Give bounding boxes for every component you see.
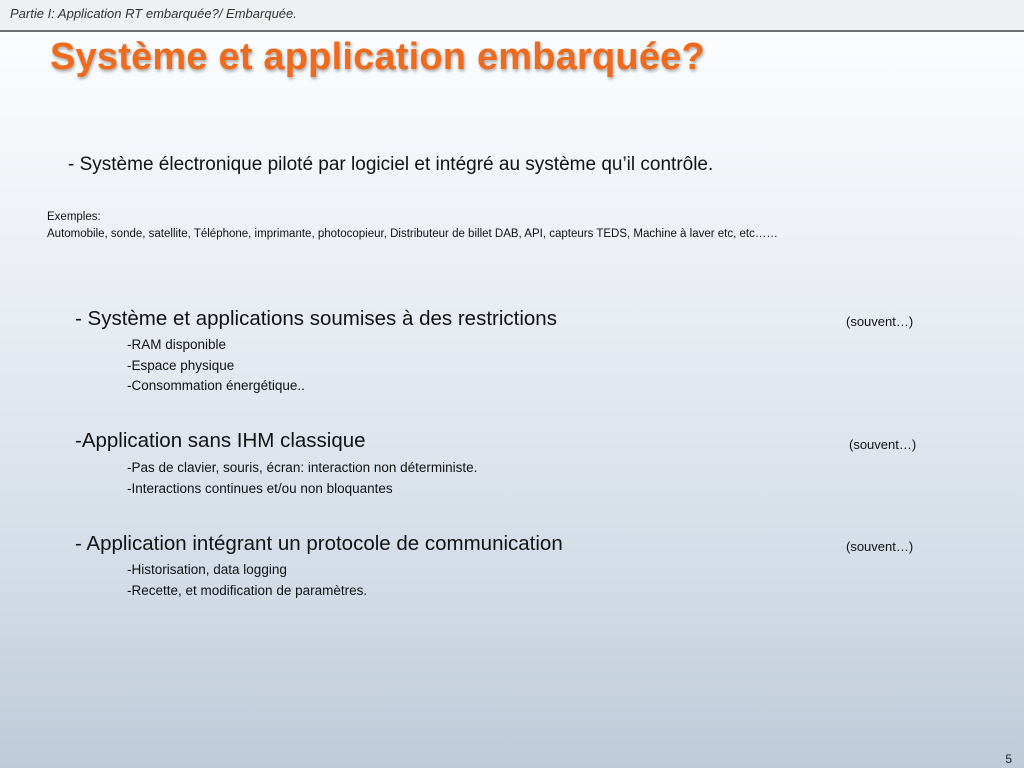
list-item: -Consommation énergétique.. [127, 378, 305, 393]
definition-text: - Système électronique piloté par logiciel et intégré au système qu’il contrôle. [68, 154, 714, 175]
header-divider [0, 30, 1024, 32]
section-items [127, 458, 477, 499]
section-note: (souvent…) [846, 539, 914, 554]
section-note: (souvent…) [846, 314, 914, 329]
slide-title: Système et application embarquée? [50, 36, 705, 78]
list-item: -Historisation, data logging [127, 562, 287, 577]
section-title: - Système et applications soumises à des restrictions [75, 307, 557, 330]
section-title: -Application sans IHM classique [75, 429, 366, 452]
section-note: (souvent…) [849, 437, 917, 452]
list-item: -Espace physique [127, 357, 235, 373]
list-item: -Pas de clavier, souris, écran: interaction non déterministe. [127, 460, 478, 475]
breadcrumb: Partie I: Application RT embarquée?/ Embarquée. [10, 6, 297, 21]
list-item: -RAM disponible [127, 337, 227, 352]
examples-label: Exemples: [47, 211, 101, 223]
page-number: 5 [1005, 752, 1012, 766]
examples-text: Automobile, sonde, satellite, Téléphone, imprimante, photocopieur, Distributeur de billet DAB, API, capteurs TEDS, Machine à laver etc, etc…… [47, 228, 778, 240]
list-item: -Recette, et modification de paramètres. [127, 582, 368, 598]
examples-block [47, 209, 778, 243]
section-items [127, 335, 305, 397]
list-item: -Interactions continues et/ou non bloquantes [127, 480, 393, 496]
section-items [127, 560, 367, 601]
section-title: - Application intégrant un protocole de communication [75, 532, 563, 555]
